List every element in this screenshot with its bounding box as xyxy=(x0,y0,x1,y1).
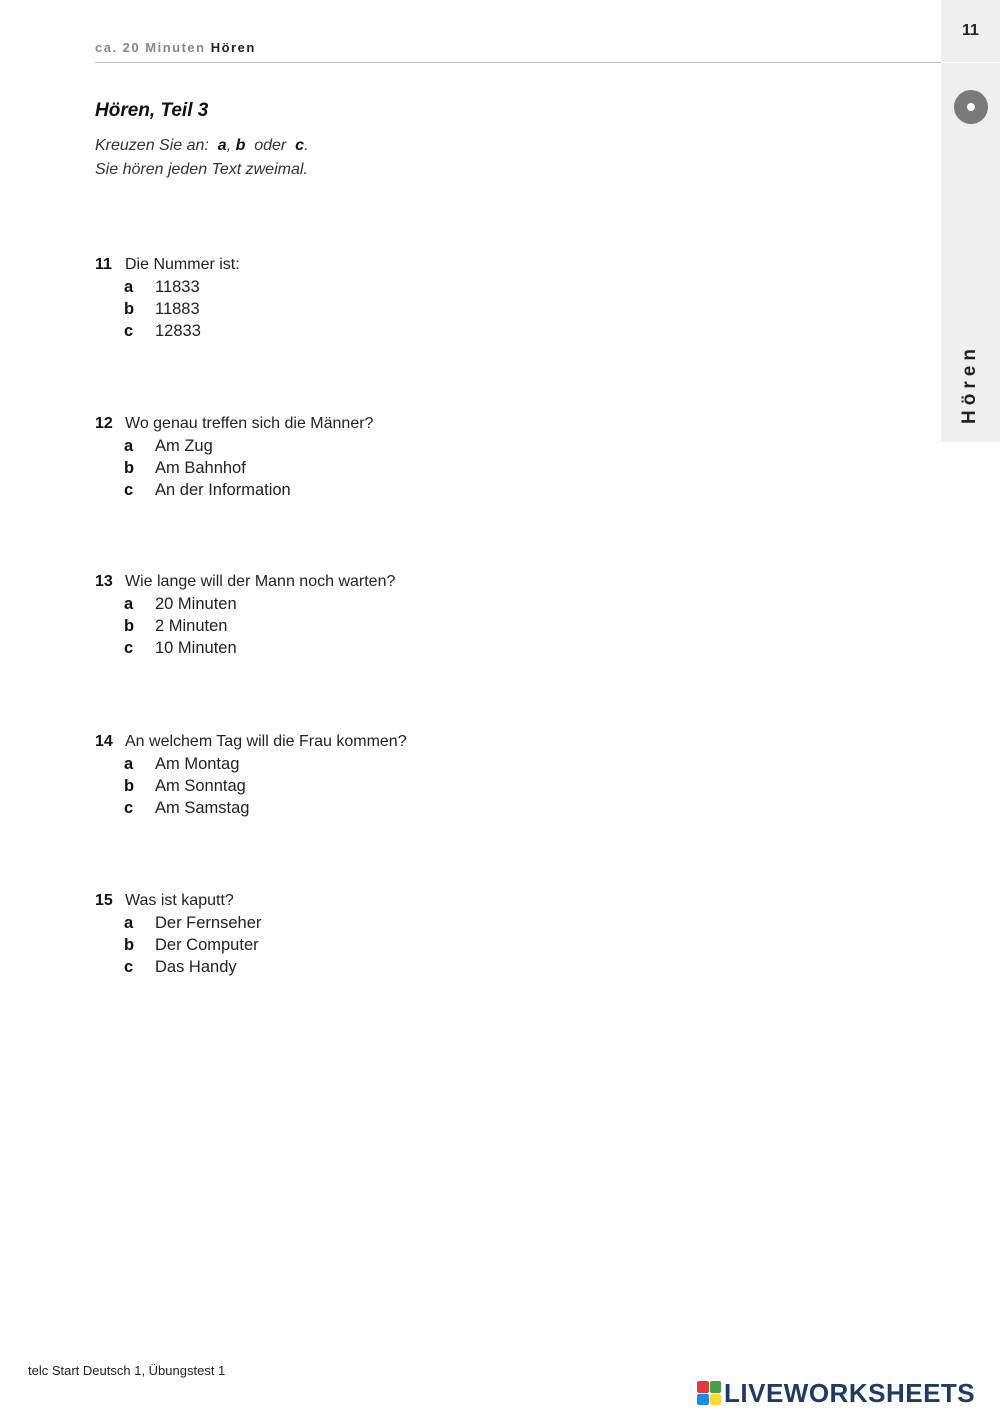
answer-option-b[interactable] xyxy=(95,298,695,320)
logo-text: LIVEWORKSHEETS xyxy=(724,1377,976,1408)
option-text: Am Samstag xyxy=(155,798,250,817)
option-letter: b xyxy=(124,299,135,318)
option-text: Der Computer xyxy=(155,935,259,954)
logo-grid-icon xyxy=(697,1381,721,1405)
option-text: Der Fernseher xyxy=(155,913,262,932)
logo-tile-yellow xyxy=(710,1394,722,1406)
instruction-line-2: Sie hören jeden Text zweimal. xyxy=(95,161,308,178)
option-text: Am Zug xyxy=(155,436,213,455)
answer-option-a[interactable] xyxy=(95,276,695,298)
answer-option-c[interactable] xyxy=(95,956,695,978)
running-header xyxy=(95,40,256,55)
cd-disc-icon xyxy=(954,90,988,124)
instruction-oder: oder xyxy=(254,137,287,154)
question-text: Wo genau treffen sich die Männer? xyxy=(125,415,374,432)
question-number: 11 xyxy=(95,256,112,273)
logo-tile-blue xyxy=(697,1394,709,1406)
question-header xyxy=(95,731,695,753)
question-text: An welchem Tag will die Frau kommen? xyxy=(125,733,407,750)
option-text: An der Information xyxy=(155,480,291,499)
option-text: 11833 xyxy=(155,277,200,296)
header-rule xyxy=(95,62,942,63)
answer-option-b[interactable] xyxy=(95,934,695,956)
answer-option-a[interactable] xyxy=(95,912,695,934)
question-text: Wie lange will der Mann noch warten? xyxy=(125,573,396,590)
option-text: Das Handy xyxy=(155,957,237,976)
logo-tile-green xyxy=(710,1381,722,1393)
answer-option-b[interactable] xyxy=(95,457,695,479)
question-number: 14 xyxy=(95,733,113,750)
side-tab-label: Hören xyxy=(959,344,980,424)
header-section: Hören xyxy=(210,40,256,55)
option-letter: b xyxy=(124,616,135,635)
option-text: 20 Minuten xyxy=(155,594,237,613)
option-text: Am Bahnhof xyxy=(155,458,246,477)
question-header xyxy=(95,571,695,593)
section-title: Hören, Teil 3 xyxy=(95,100,209,121)
instruction-period: . xyxy=(304,137,309,154)
instruction-option-c: c xyxy=(295,137,305,154)
liveworksheets-logo[interactable] xyxy=(697,1377,975,1409)
question-header xyxy=(95,413,695,435)
logo-tile-red xyxy=(697,1381,709,1393)
answer-option-b[interactable] xyxy=(95,775,695,797)
answer-option-a[interactable] xyxy=(95,753,695,775)
question-header xyxy=(95,254,695,276)
question-15 xyxy=(95,890,695,978)
question-11 xyxy=(95,254,695,342)
question-text: Was ist kaputt? xyxy=(125,892,234,909)
question-12 xyxy=(95,413,695,501)
answer-option-c[interactable] xyxy=(95,797,695,819)
option-letter: c xyxy=(124,798,134,817)
answer-option-c[interactable] xyxy=(95,479,695,501)
question-number: 15 xyxy=(95,892,113,909)
option-letter: a xyxy=(124,754,134,773)
instruction-comma: , xyxy=(226,137,232,154)
side-tab-divider xyxy=(941,62,1000,63)
option-letter: a xyxy=(124,277,134,296)
option-letter: b xyxy=(124,776,135,795)
question-number: 13 xyxy=(95,573,113,590)
option-letter: c xyxy=(124,480,134,499)
instruction-option-a: a xyxy=(217,137,227,154)
option-text: 12833 xyxy=(155,321,201,340)
option-letter: c xyxy=(124,638,134,657)
header-duration: ca. 20 Minuten xyxy=(95,40,206,55)
option-letter: b xyxy=(124,458,135,477)
instruction-line-1 xyxy=(95,137,309,155)
answer-option-b[interactable] xyxy=(95,615,695,637)
answer-option-a[interactable] xyxy=(95,435,695,457)
page-number: 11 xyxy=(962,22,979,39)
question-14 xyxy=(95,731,695,819)
option-text: Am Montag xyxy=(155,754,240,773)
footer-source: telc Start Deutsch 1, Übungstest 1 xyxy=(28,1363,226,1378)
answer-option-a[interactable] xyxy=(95,593,695,615)
option-letter: b xyxy=(124,935,135,954)
option-text: 10 Minuten xyxy=(155,638,237,657)
question-text: Die Nummer ist: xyxy=(125,256,240,273)
option-text: Am Sonntag xyxy=(155,776,246,795)
option-letter: c xyxy=(124,321,134,340)
option-letter: a xyxy=(124,913,134,932)
question-header xyxy=(95,890,695,912)
option-text: 2 Minuten xyxy=(155,616,228,635)
question-number: 12 xyxy=(95,415,113,432)
instruction-prefix: Kreuzen Sie an: xyxy=(95,137,209,154)
answer-option-c[interactable] xyxy=(95,637,695,659)
option-letter: a xyxy=(124,436,134,455)
option-letter: c xyxy=(124,957,134,976)
instruction-option-b: b xyxy=(235,137,246,154)
option-letter: a xyxy=(124,594,134,613)
option-text: 11883 xyxy=(155,299,200,318)
question-13 xyxy=(95,571,695,659)
answer-option-c[interactable] xyxy=(95,320,695,342)
